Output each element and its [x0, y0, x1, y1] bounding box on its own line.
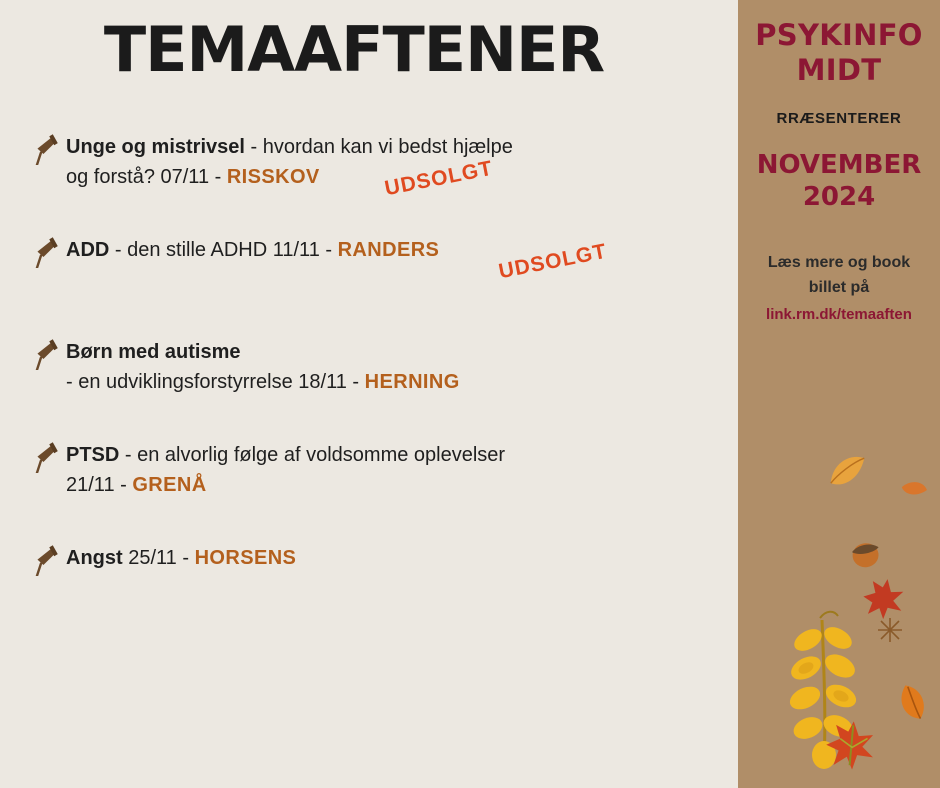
event-description: - den stille ADHD 11/11 -	[109, 239, 338, 262]
list-item[interactable]	[26, 336, 738, 397]
status-badge: UDSOLGT	[382, 157, 495, 201]
event-line2	[66, 367, 738, 397]
status-badge: UDSOLGT	[496, 240, 609, 284]
event-title: ADD	[66, 239, 110, 262]
month-label: NOVEMBER	[756, 149, 922, 180]
event-description: - hvordan kan vi bedst hjælpe	[244, 136, 513, 159]
event-city: HERNING	[364, 371, 460, 394]
push-pin-icon	[26, 441, 66, 477]
brand-line-2: MIDT	[796, 52, 882, 87]
event-list	[0, 131, 738, 602]
push-pin-icon	[26, 236, 66, 272]
booking-line-2: billet på	[808, 279, 870, 297]
event-title: Børn med autisme	[66, 341, 241, 364]
poster-sidebar	[738, 0, 940, 788]
list-item[interactable]	[26, 542, 738, 602]
list-item[interactable]	[26, 234, 738, 294]
event-text	[66, 542, 738, 573]
event-line2	[66, 470, 738, 500]
event-date: og forstå? 07/11 -	[66, 166, 227, 189]
event-text	[66, 439, 738, 500]
event-text	[66, 131, 738, 201]
event-text	[66, 336, 738, 397]
event-description: - en alvorlig følge af voldsomme oplevelser	[119, 444, 506, 467]
list-item[interactable]	[26, 131, 738, 201]
push-pin-icon	[26, 338, 66, 374]
push-pin-icon	[26, 133, 66, 169]
event-city: RISSKOV	[226, 166, 320, 189]
event-city: HORSENS	[194, 547, 297, 570]
brand-title	[746, 18, 932, 88]
event-title: Angst	[66, 547, 123, 570]
booking-link[interactable]: link.rm.dk/temaaften	[766, 305, 912, 323]
event-text	[66, 234, 738, 284]
event-description: 25/11 -	[122, 547, 195, 570]
list-item[interactable]	[26, 439, 738, 500]
event-city: GRENÅ	[132, 474, 207, 497]
event-date: - en udviklingsforstyrrelse 18/11 -	[66, 371, 365, 394]
brand-line-1: PSYKINFO	[755, 18, 923, 52]
event-title: Unge og mistrivsel	[66, 136, 245, 159]
event-title: PTSD	[66, 444, 120, 467]
event-city: RANDERS	[337, 239, 440, 262]
push-pin-icon	[26, 544, 66, 580]
event-date: 21/11 -	[66, 474, 133, 497]
year-label: 2024	[802, 182, 876, 213]
presents-label: RRÆSENTERER	[776, 109, 902, 127]
sidebar-content	[738, 0, 940, 327]
booking-info	[746, 250, 932, 327]
page-title: TEMAAFTENER	[103, 13, 605, 86]
booking-line-1: Læs mere og book	[767, 253, 911, 271]
